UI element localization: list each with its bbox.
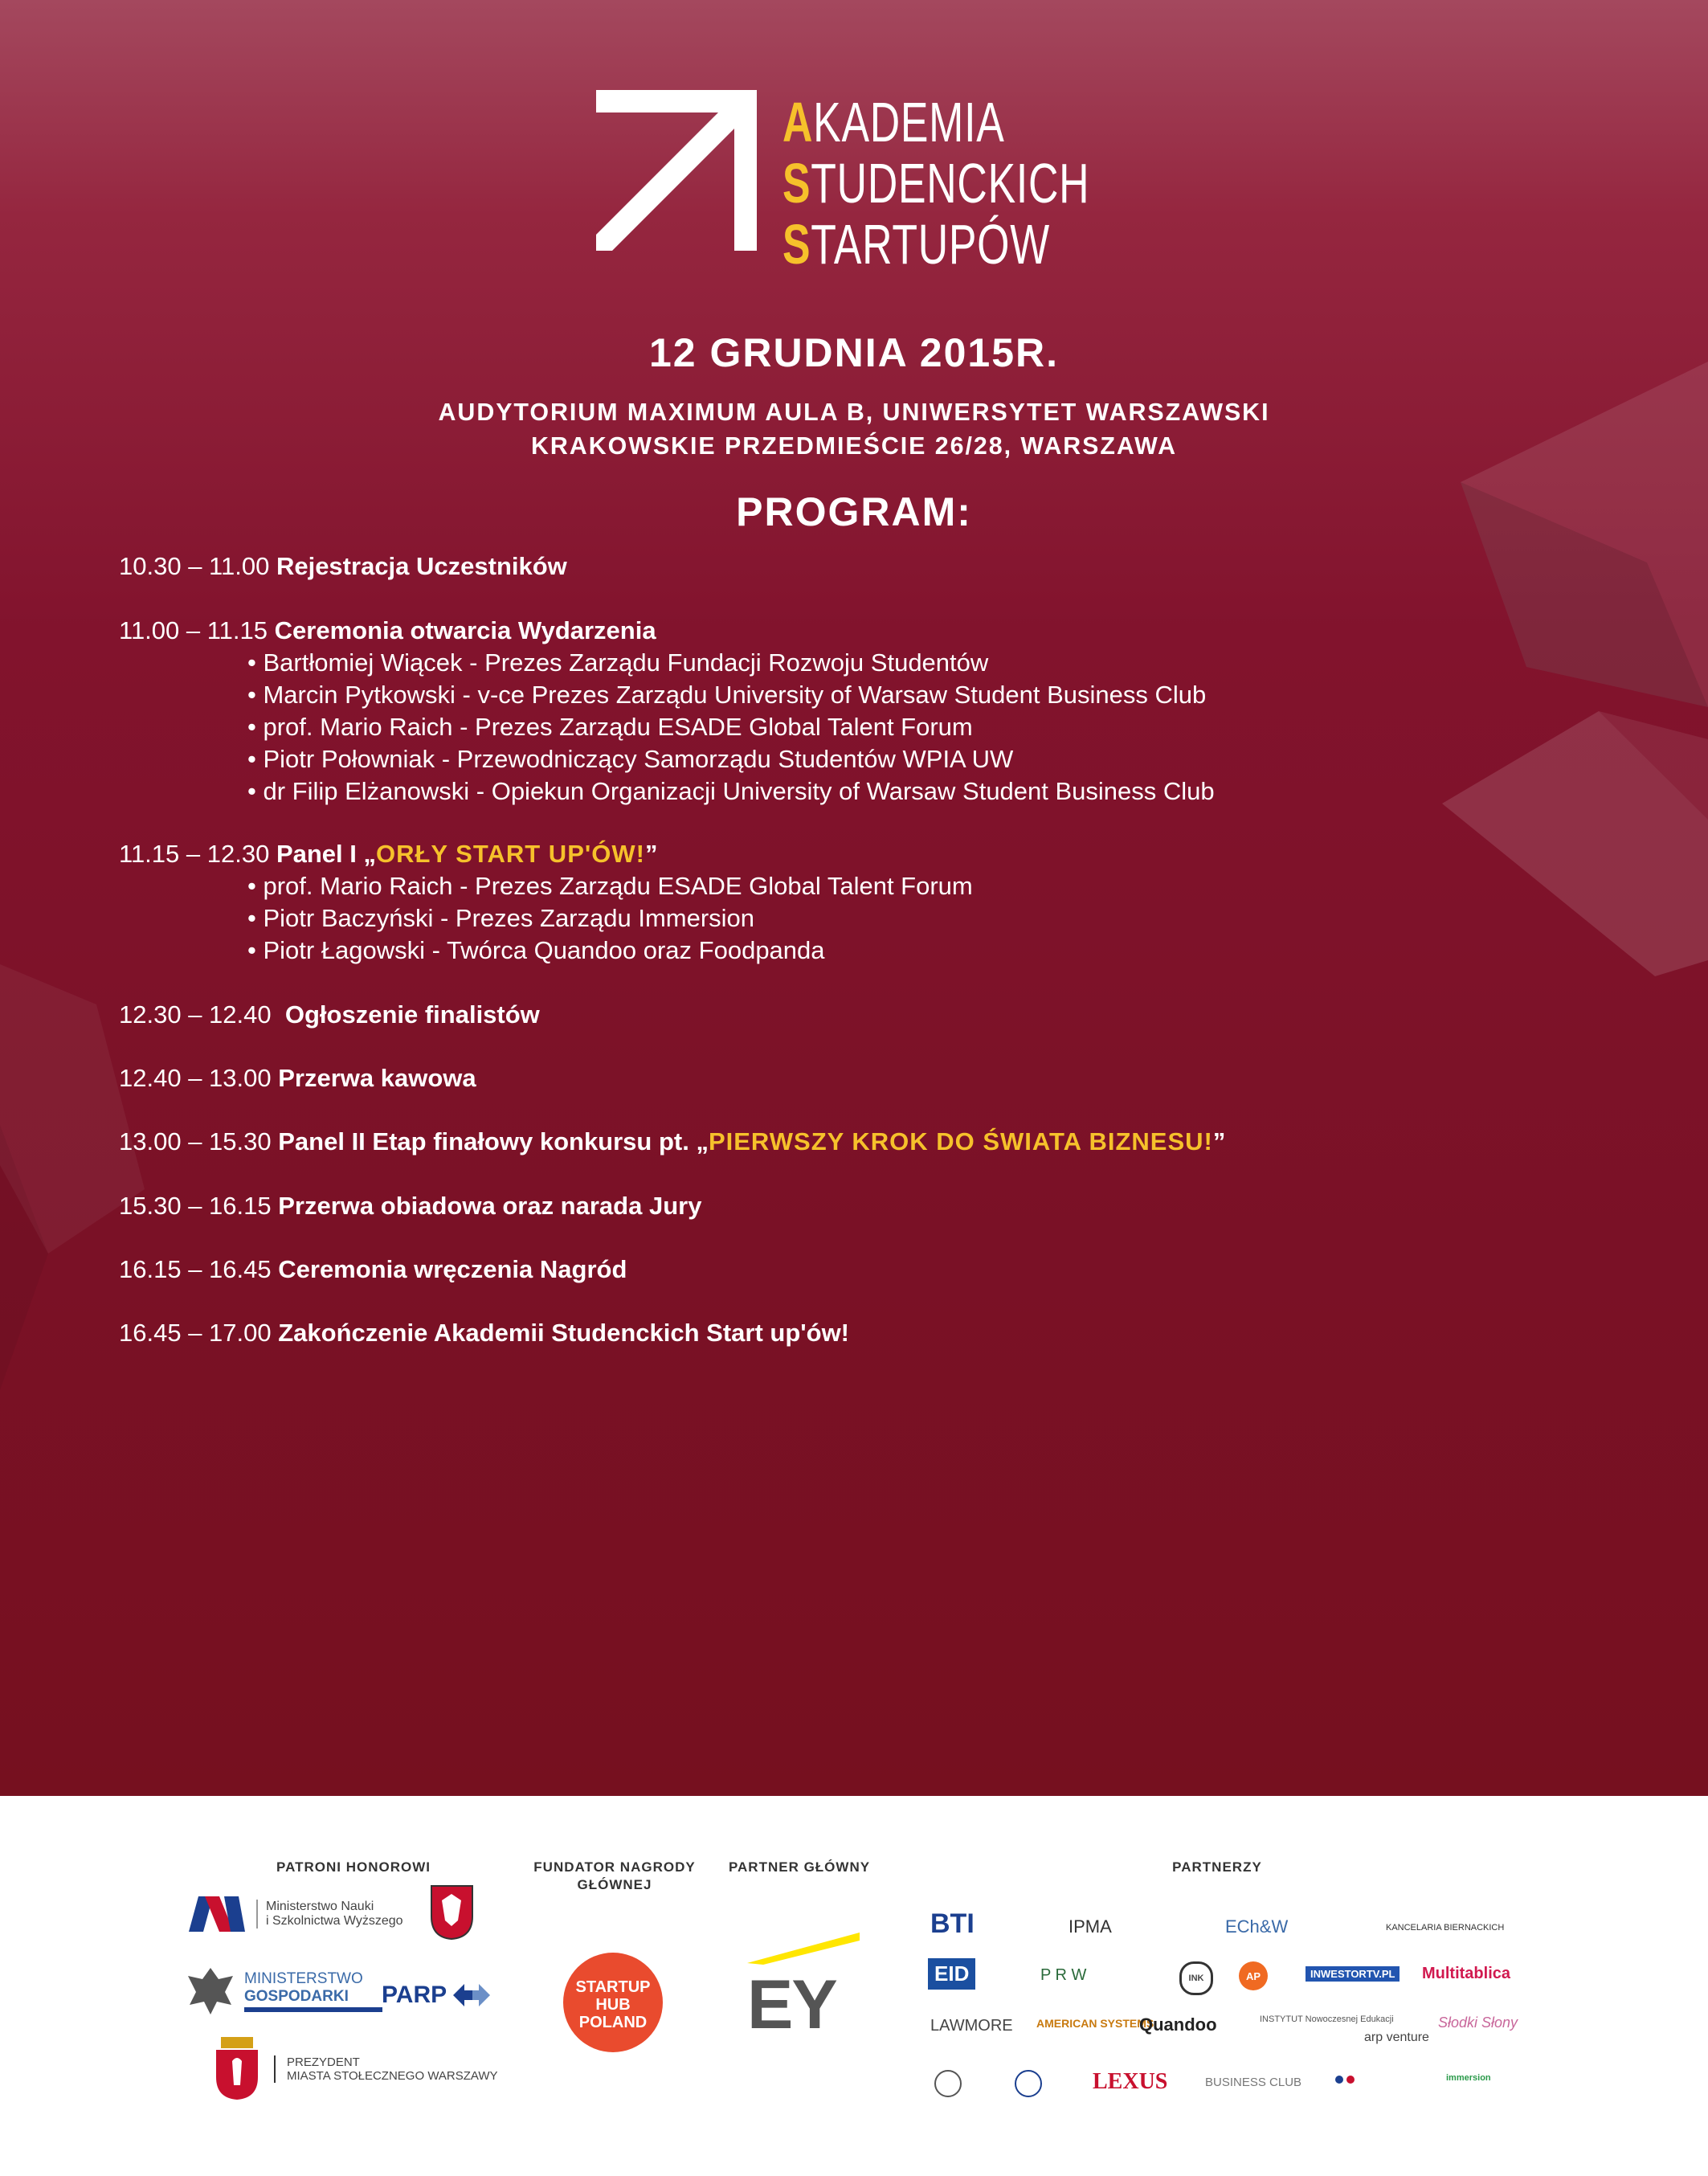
mnisw-icon [189, 1896, 245, 1932]
item-title: Ceremonia otwarcia Wydarzenia [274, 616, 656, 644]
speaker-item: • prof. Mario Raich - Prezes Zarządu ESADE Global Talent Forum [247, 713, 973, 741]
logo-text [782, 92, 1198, 275]
partner-logo: KANCELARIA BIERNACKICH [1386, 1923, 1505, 1933]
sponsors-footer [0, 1796, 1708, 2176]
parp-text: PARP [382, 1982, 447, 2008]
warsaw-president-logo [213, 2037, 498, 2101]
partner-logo: P R W [1040, 1966, 1087, 1984]
logo-line-1: AKADEMIA [782, 91, 1005, 153]
eagle-emblem-icon [186, 1965, 235, 2018]
item-title: Przerwa kawowa [278, 1064, 476, 1092]
speaker-item: • Bartłomiej Wiącek - Prezes Zarządu Fundacji Rozwoju Studentów [247, 648, 989, 677]
item-title: Ceremonia wręczenia Nagród [278, 1255, 627, 1283]
startup-hub-poland-logo [561, 1950, 665, 2055]
venue-line-2: KRAKOWSKIE PRZEDMIEŚCIE 26/28, WARSZAWA [531, 432, 1177, 460]
partner-title: PARTNER GŁÓWNY [728, 1859, 871, 1875]
partner-logo: INWESTORTV.PL [1306, 1966, 1399, 1982]
partner-logo: Quandoo [1139, 2014, 1217, 2035]
partner-logo: LAWMORE [930, 2017, 1013, 2035]
partnerzy-title: PARTNERZY [1172, 1859, 1262, 1875]
startup-hub-line-2: HUB [595, 1996, 631, 2014]
item-title: Zakończenie Akademii Studenckich Start up'ów! [278, 1319, 850, 1347]
warsaw-crest-icon [213, 2037, 261, 2101]
item-title-end: ” [644, 840, 658, 868]
partner-logo: BUSINESS CLUB [1205, 2076, 1302, 2089]
partner-logo: AP [1239, 1961, 1268, 1990]
partner-logo: Multitablica [1422, 1965, 1511, 1982]
fundator-title-line-1: FUNDATOR NAGRODY [533, 1859, 696, 1875]
schedule-item [119, 1254, 627, 1286]
item-time: 15.30 – 16.15 [119, 1192, 272, 1220]
schedule-item [119, 1062, 476, 1094]
partner-seal-icon [1012, 2068, 1044, 2100]
partner-logo: AMERICAN SYSTEMS [1036, 2017, 1154, 2030]
item-title: Ogłoszenie finalistów [284, 1000, 540, 1029]
partner-logo: arp venture [1364, 2031, 1429, 2044]
startup-hub-line-3: POLAND [578, 2014, 648, 2031]
program-title: PROGRAM: [736, 489, 972, 534]
partner-logo: IPMA [1069, 1916, 1112, 1937]
partner-seal-icon [932, 2068, 964, 2100]
ey-beam-icon [747, 1933, 860, 1965]
ass-logo [596, 90, 1090, 276]
patroni-title: PATRONI HONOROWI [276, 1859, 431, 1875]
speaker-item: • Piotr Połowniak - Przewodniczący Samorządu Studentów WPIA UW [247, 745, 1014, 773]
speaker-item: • prof. Mario Raich - Prezes Zarządu ESADE Global Talent Forum [247, 872, 973, 900]
item-time: 11.00 – 11.15 [119, 616, 268, 644]
mg-line-1: MINISTERSTWO [244, 1970, 363, 1987]
item-time: 10.30 – 11.00 [119, 552, 270, 580]
logo-line-3: STARTUPÓW [782, 213, 1050, 276]
item-highlight: PIERWSZY KROK DO ŚWIATA BIZNESU! [708, 1127, 1213, 1155]
partner-logo: EID [928, 1958, 975, 1990]
fundator-title [514, 1859, 715, 1894]
partners-grid [924, 1908, 1518, 2174]
schedule-item [119, 838, 657, 870]
partner-logo: INSTYTUT Nowoczesnej Edukacji [1260, 2014, 1394, 2024]
schedule-item [119, 615, 656, 647]
startup-hub-line-1: STARTUP [575, 1978, 651, 1996]
speaker-item: • Marcin Pytkowski - v-ce Prezes Zarządu University of Warsaw Student Business Club [247, 681, 1207, 709]
item-time: 13.00 – 15.30 [119, 1127, 272, 1155]
partner-logo: BTI [930, 1908, 975, 1939]
logo-line-2: STUDENCKICH [782, 152, 1090, 215]
schedule-item [119, 999, 540, 1031]
item-time: 12.30 – 12.40 [119, 1000, 272, 1029]
mnisw-line-1: Ministerstwo Nauki [266, 1900, 374, 1913]
schedule-item [119, 1126, 1225, 1158]
speaker-list [247, 647, 1215, 808]
mnisw-logo [189, 1896, 403, 1932]
partner-dots-icon [1330, 2073, 1370, 2089]
item-title-end: ” [1212, 1127, 1226, 1155]
partner-logo: INK [1179, 1961, 1213, 1995]
schedule-item [119, 1190, 701, 1222]
mg-logo [186, 1965, 382, 2018]
prez-line-2: MIASTA STOŁECZNEGO WARSZAWY [287, 2069, 498, 2083]
item-title: Rejestracja Uczestników [276, 552, 567, 580]
fundator-title-line-2: GŁÓWNEJ [577, 1877, 652, 1892]
schedule-item [119, 1317, 849, 1349]
parp-logo [382, 1979, 490, 2011]
venue-line-1: AUDYTORIUM MAXIMUM AULA B, UNIWERSYTET WARSZAWSKI [438, 398, 1270, 426]
schedule-item [119, 550, 567, 583]
speaker-item: • dr Filip Elżanowski - Opiekun Organizacji University of Warsaw Student Business Club [247, 777, 1215, 805]
parp-arrows-icon [453, 1979, 490, 2011]
item-time: 12.40 – 13.00 [119, 1064, 272, 1092]
event-venue [0, 395, 1708, 463]
partner-logo: LEXUS [1093, 2069, 1168, 2094]
prez-line-1: PREZYDENT [287, 2055, 360, 2069]
speaker-item: • Piotr Baczyński - Prezes Zarządu Immersion [247, 904, 755, 932]
partner-logo: Słodki Słony [1438, 2014, 1518, 2031]
event-date: 12 GRUDNIA 2015R. [648, 330, 1060, 375]
partner-logo: ECh&W [1225, 1916, 1289, 1937]
item-highlight: ORŁY START UP'ÓW! [376, 840, 645, 868]
ey-text: EY [747, 1966, 836, 2043]
item-time: 16.15 – 16.45 [119, 1255, 272, 1283]
ey-logo [747, 1933, 860, 2053]
item-time: 16.45 – 17.00 [119, 1319, 272, 1347]
item-time: 11.15 – 12.30 [119, 840, 270, 868]
arrow-up-right-icon [596, 90, 773, 267]
speaker-list [247, 870, 973, 967]
mnisw-line-2: i Szkolnictwa Wyższego [266, 1914, 403, 1928]
item-title: Panel II Etap finałowy konkursu pt. „ [278, 1127, 709, 1155]
mazowsze-crest-icon [430, 1884, 474, 1941]
partner-logo: immersion [1446, 2073, 1491, 2083]
item-title: Panel I „ [276, 840, 376, 868]
item-title: Przerwa obiadowa oraz narada Jury [278, 1192, 702, 1220]
speaker-item: • Piotr Łagowski - Twórca Quandoo oraz Foodpanda [247, 936, 825, 964]
mg-line-2: GOSPODARKI [244, 1988, 349, 2005]
